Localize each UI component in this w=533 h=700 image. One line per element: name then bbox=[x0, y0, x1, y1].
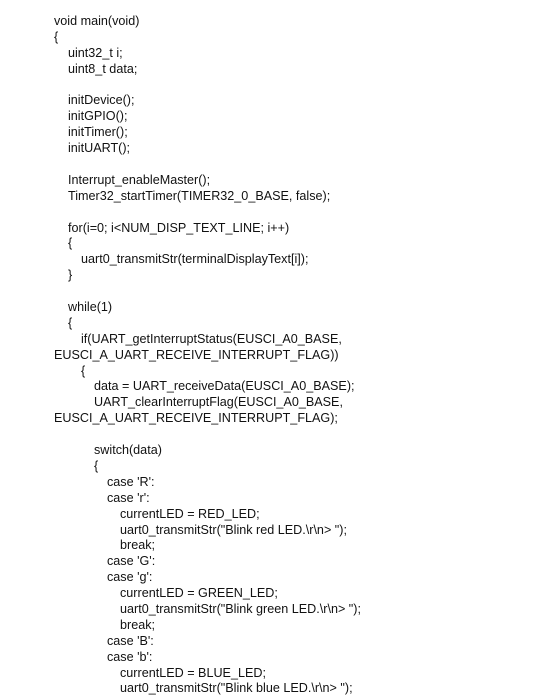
code-line: switch(data) bbox=[94, 443, 162, 458]
code-line: UART_clearInterruptFlag(EUSCI_A0_BASE, bbox=[94, 395, 343, 410]
code-line: case 'b': bbox=[107, 649, 153, 664]
code-line: { bbox=[81, 363, 86, 378]
code-line: } bbox=[68, 268, 73, 283]
blank-line bbox=[0, 427, 533, 443]
blank-line bbox=[0, 157, 533, 173]
code-line: uint8_t data; bbox=[68, 61, 138, 76]
code-line: currentLED = BLUE_LED; bbox=[120, 665, 266, 680]
code-line: for(i=0; i<NUM_DISP_TEXT_LINE; i++) bbox=[68, 220, 290, 235]
code-line: case 'r': bbox=[107, 490, 150, 505]
code-line: initTimer(); bbox=[68, 125, 128, 140]
code-line: { bbox=[54, 29, 59, 44]
code-line: uart0_transmitStr("Blink red LED.\r\n> "); bbox=[120, 522, 347, 537]
code-line: EUSCI_A_UART_RECEIVE_INTERRUPT_FLAG); bbox=[54, 411, 338, 426]
code-line: break; bbox=[120, 538, 156, 553]
blank-line bbox=[0, 78, 533, 94]
code-listing bbox=[0, 14, 533, 697]
code-line: if(UART_getInterruptStatus(EUSCI_A0_BASE, bbox=[81, 331, 342, 346]
code-line: case 'G': bbox=[107, 554, 156, 569]
code-line: EUSCI_A_UART_RECEIVE_INTERRUPT_FLAG)) bbox=[54, 347, 339, 362]
code-line: uart0_transmitStr("Blink blue LED.\r\n> "); bbox=[120, 681, 353, 696]
code-line: data = UART_receiveData(EUSCI_A0_BASE); bbox=[94, 379, 355, 394]
code-line: initUART(); bbox=[68, 141, 131, 156]
blank-line bbox=[0, 205, 533, 221]
code-line: break; bbox=[120, 617, 156, 632]
code-line: { bbox=[68, 236, 73, 251]
code-line: initDevice(); bbox=[68, 93, 135, 108]
code-line: { bbox=[68, 315, 73, 330]
code-line: { bbox=[94, 458, 99, 473]
code-line: initGPIO(); bbox=[68, 109, 128, 124]
code-line: void main(void) bbox=[54, 14, 140, 28]
blank-line bbox=[0, 284, 533, 300]
code-line: case 'R': bbox=[107, 474, 155, 489]
code-line: uart0_transmitStr(terminalDisplayText[i]); bbox=[81, 252, 309, 267]
code-line: while(1) bbox=[68, 300, 113, 315]
code-line: currentLED = GREEN_LED; bbox=[120, 586, 278, 601]
code-line: uart0_transmitStr("Blink green LED.\r\n> "); bbox=[120, 601, 361, 616]
code-line: currentLED = RED_LED; bbox=[120, 506, 260, 521]
code-line: case 'g': bbox=[107, 570, 153, 585]
code-line: uint32_t i; bbox=[68, 45, 123, 60]
code-line: Timer32_startTimer(TIMER32_0_BASE, false); bbox=[68, 188, 331, 203]
code-line: case 'B': bbox=[107, 633, 154, 648]
code-line: Interrupt_enableMaster(); bbox=[68, 172, 211, 187]
